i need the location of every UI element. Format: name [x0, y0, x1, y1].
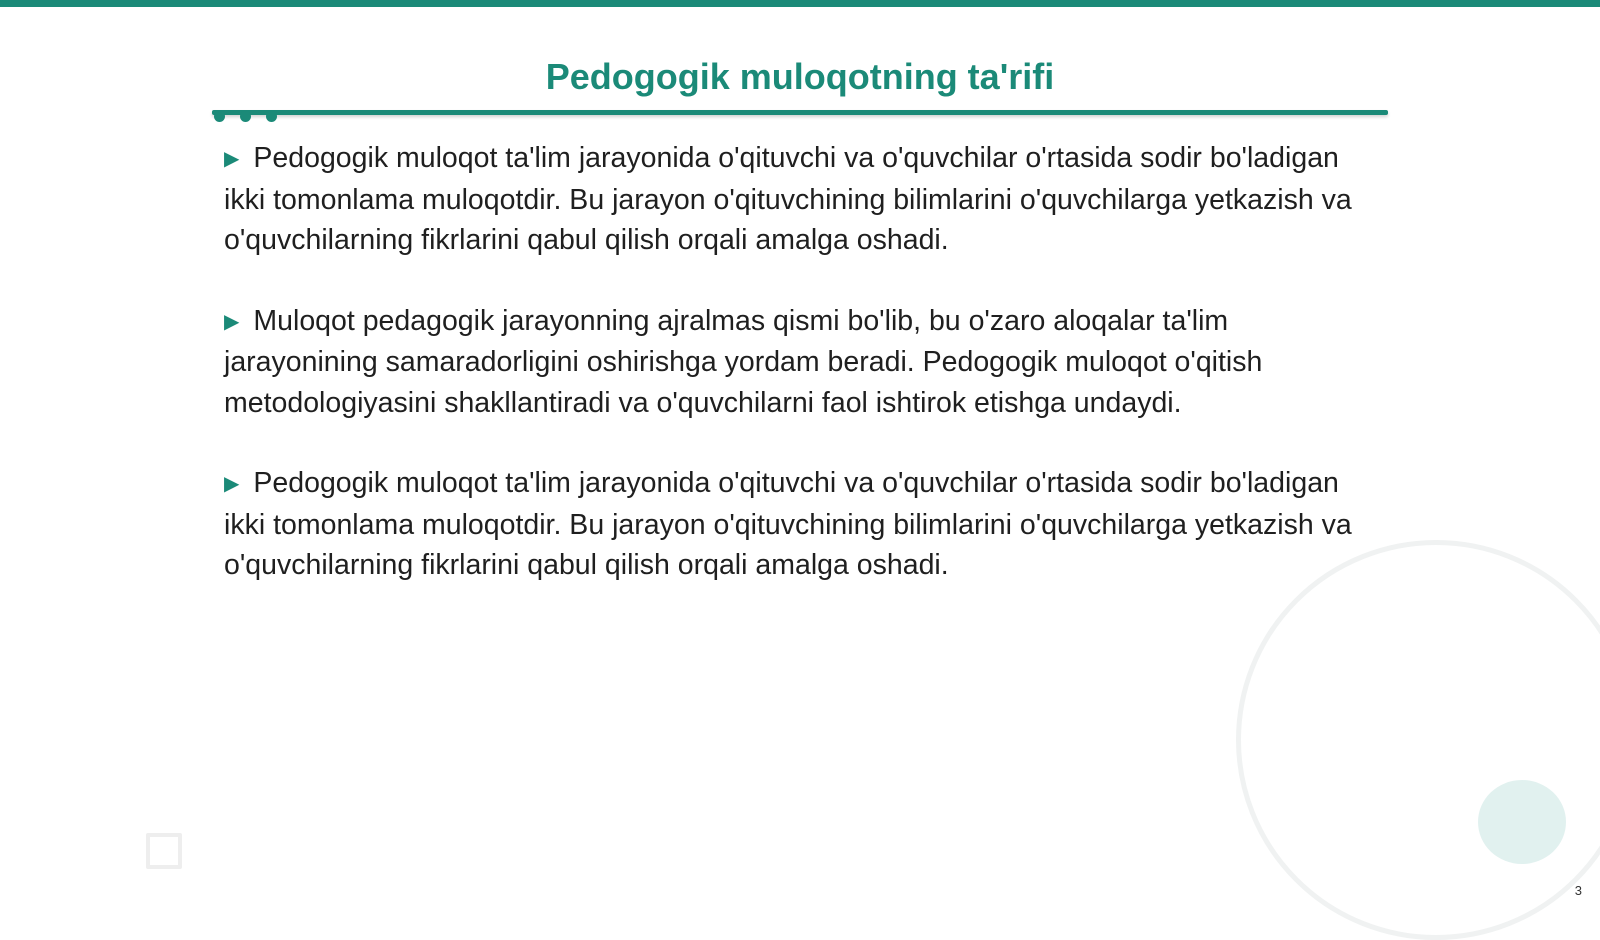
bullet-item [224, 138, 1384, 261]
bullet-item [224, 463, 1384, 586]
triangle-bullet-icon: ▶ [224, 473, 240, 495]
decorative-disc [1478, 780, 1566, 864]
decorative-square [146, 833, 182, 869]
bullet-text: Muloqot pedagogik jarayonning ajralmas qismi bo'lib, bu o'zaro aloqalar ta'lim jarayonining samaradorligini oshirishga yordam beradi. Pedogogik muloqot o'qitish metodologiyasini shakllantiradi va o'quvchilarni faol ishtirok etishga undaydi. [224, 304, 1263, 419]
page-number: 3 [1574, 883, 1582, 898]
bullet-text: Pedogogik muloqot ta'lim jarayonida o'qituvchi va o'quvchilar o'rtasida sodir bo'ladigan ikki tomonlama muloqotdir. Bu jarayon o'qituvchining bilimlarini o'quvchilarga yetkazish va o'quvchilarning fikrlarini qabul qilish orqali amalga oshadi. [224, 467, 1352, 581]
decor-dot [240, 111, 251, 122]
top-accent-bar [0, 0, 1600, 7]
triangle-bullet-icon: ▶ [224, 310, 240, 333]
bullet-item [224, 301, 1384, 424]
bullet-list [224, 138, 1384, 626]
bullet-text: Pedogogik muloqot ta'lim jarayonida o'qituvchi va o'quvchilar o'rtasida sodir bo'ladigan ikki tomonlama muloqotdir. Bu jarayon o'qituvchining bilimlarini o'quvchilarga yetkazish va o'quvchilarning fikrlarini qabul qilish orqali amalga oshadi. [224, 142, 1352, 256]
decor-dot [214, 111, 225, 122]
decor-dot [266, 111, 277, 122]
triangle-bullet-icon: ▶ [224, 148, 240, 170]
slide-title: Pedogogik muloqotning ta'rifi [545, 56, 1055, 97]
title-underline [212, 110, 1388, 115]
